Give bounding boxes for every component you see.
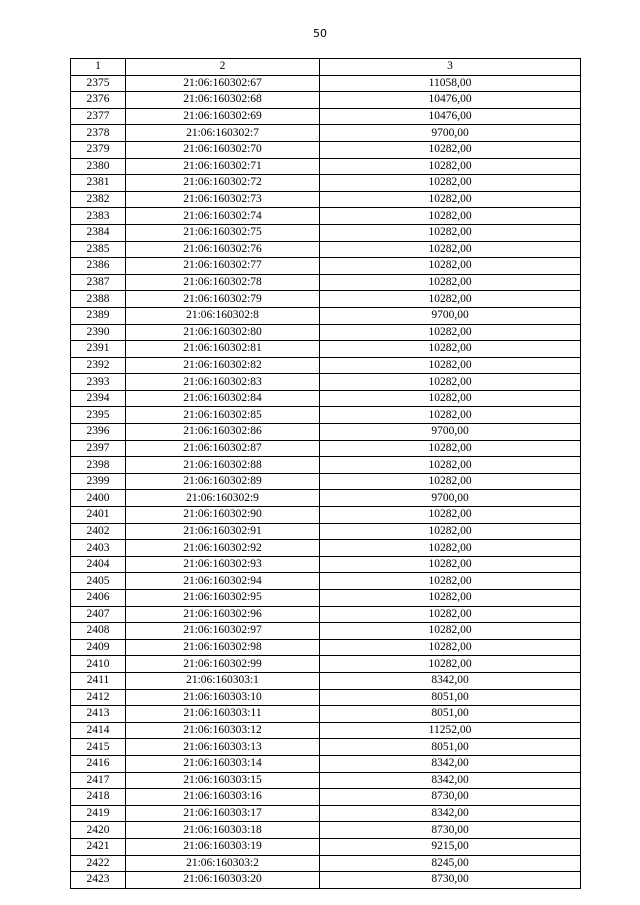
table-row [71,822,581,839]
table-row [71,706,581,723]
cadastral-number-cell: 21:06:160302:85 [126,407,320,424]
row-number-cell: 2413 [71,706,126,723]
header-cell-2: 2 [126,59,320,76]
page-number: 50 [313,27,327,40]
row-number-cell: 2410 [71,656,126,673]
header-cell-1: 1 [71,59,126,76]
cadastral-number-cell: 21:06:160302:72 [126,175,320,192]
row-number-cell: 2375 [71,75,126,92]
cadastral-number-cell: 21:06:160302:74 [126,208,320,225]
value-cell: 10282,00 [320,390,581,407]
cadastral-number-cell: 21:06:160303:2 [126,855,320,872]
value-cell: 8051,00 [320,706,581,723]
table-row [71,341,581,358]
row-number-cell: 2403 [71,540,126,557]
value-cell: 10476,00 [320,108,581,125]
table-row [71,573,581,590]
row-number-cell: 2377 [71,108,126,125]
cadastral-number-cell: 21:06:160302:78 [126,274,320,291]
cadastral-number-cell: 21:06:160302:92 [126,540,320,557]
cadastral-number-cell: 21:06:160302:99 [126,656,320,673]
cadastral-number-cell: 21:06:160302:82 [126,357,320,374]
cadastral-number-cell: 21:06:160303:14 [126,755,320,772]
table-row [71,523,581,540]
row-number-cell: 2382 [71,191,126,208]
value-cell: 10282,00 [320,374,581,391]
table-row [71,390,581,407]
cadastral-number-cell: 21:06:160302:90 [126,507,320,524]
data-table [70,58,581,889]
value-cell: 8051,00 [320,739,581,756]
table-row [71,241,581,258]
table-row [71,440,581,457]
value-cell: 11058,00 [320,75,581,92]
value-cell: 8342,00 [320,805,581,822]
value-cell: 10282,00 [320,258,581,275]
value-cell: 10282,00 [320,639,581,656]
table-row [71,175,581,192]
table-row [71,473,581,490]
value-cell: 8342,00 [320,755,581,772]
row-number-cell: 2392 [71,357,126,374]
row-number-cell: 2402 [71,523,126,540]
cadastral-number-cell: 21:06:160302:83 [126,374,320,391]
table-row [71,540,581,557]
row-number-cell: 2383 [71,208,126,225]
header-cell-3: 3 [320,59,581,76]
value-cell: 10282,00 [320,606,581,623]
value-cell: 8245,00 [320,855,581,872]
cadastral-number-cell: 21:06:160302:80 [126,324,320,341]
table-row [71,374,581,391]
value-cell: 10282,00 [320,291,581,308]
table-body [71,75,581,888]
cadastral-number-cell: 21:06:160302:8 [126,307,320,324]
cadastral-number-cell: 21:06:160302:75 [126,224,320,241]
value-cell: 10282,00 [320,224,581,241]
value-cell: 10282,00 [320,656,581,673]
row-number-cell: 2393 [71,374,126,391]
value-cell: 8342,00 [320,672,581,689]
row-number-cell: 2398 [71,457,126,474]
cadastral-number-cell: 21:06:160302:98 [126,639,320,656]
value-cell: 10282,00 [320,341,581,358]
row-number-cell: 2376 [71,92,126,109]
row-number-cell: 2409 [71,639,126,656]
cadastral-number-cell: 21:06:160302:95 [126,590,320,607]
value-cell: 10282,00 [320,590,581,607]
cadastral-number-cell: 21:06:160302:89 [126,473,320,490]
table-row [71,739,581,756]
table-row [71,224,581,241]
value-cell: 10282,00 [320,141,581,158]
row-number-cell: 2378 [71,125,126,142]
value-cell: 9700,00 [320,125,581,142]
table-row [71,92,581,109]
cadastral-number-cell: 21:06:160303:12 [126,722,320,739]
row-number-cell: 2395 [71,407,126,424]
value-cell: 8730,00 [320,822,581,839]
value-cell: 10282,00 [320,573,581,590]
row-number-cell: 2407 [71,606,126,623]
cadastral-number-cell: 21:06:160302:93 [126,556,320,573]
row-number-cell: 2400 [71,490,126,507]
row-number-cell: 2379 [71,141,126,158]
row-number-cell: 2401 [71,507,126,524]
cadastral-number-cell: 21:06:160302:88 [126,457,320,474]
table-row [71,457,581,474]
table-row [71,108,581,125]
table-row [71,606,581,623]
cadastral-number-cell: 21:06:160302:87 [126,440,320,457]
row-number-cell: 2394 [71,390,126,407]
table-row [71,125,581,142]
row-number-cell: 2406 [71,590,126,607]
cadastral-number-cell: 21:06:160303:13 [126,739,320,756]
value-cell: 10282,00 [320,623,581,640]
value-cell: 9700,00 [320,490,581,507]
value-cell: 10282,00 [320,324,581,341]
value-cell: 10476,00 [320,92,581,109]
value-cell: 10282,00 [320,208,581,225]
table-row [71,722,581,739]
cadastral-number-cell: 21:06:160302:79 [126,291,320,308]
row-number-cell: 2397 [71,440,126,457]
table-row [71,855,581,872]
row-number-cell: 2416 [71,755,126,772]
table-row [71,872,581,889]
cadastral-number-cell: 21:06:160302:7 [126,125,320,142]
row-number-cell: 2380 [71,158,126,175]
table-row [71,208,581,225]
row-number-cell: 2421 [71,838,126,855]
cadastral-number-cell: 21:06:160302:86 [126,424,320,441]
table-row [71,656,581,673]
row-number-cell: 2389 [71,307,126,324]
row-number-cell: 2412 [71,689,126,706]
cadastral-number-cell: 21:06:160303:17 [126,805,320,822]
row-number-cell: 2418 [71,789,126,806]
row-number-cell: 2408 [71,623,126,640]
row-number-cell: 2387 [71,274,126,291]
cadastral-number-cell: 21:06:160302:73 [126,191,320,208]
table-row [71,639,581,656]
value-cell: 11252,00 [320,722,581,739]
cadastral-number-cell: 21:06:160303:10 [126,689,320,706]
value-cell: 10282,00 [320,507,581,524]
row-number-cell: 2405 [71,573,126,590]
table-row [71,424,581,441]
row-number-cell: 2414 [71,722,126,739]
row-number-cell: 2422 [71,855,126,872]
value-cell: 9215,00 [320,838,581,855]
value-cell: 10282,00 [320,274,581,291]
table-row [71,141,581,158]
value-cell: 8730,00 [320,789,581,806]
table-row [71,274,581,291]
cadastral-number-cell: 21:06:160302:84 [126,390,320,407]
row-number-cell: 2399 [71,473,126,490]
cadastral-number-cell: 21:06:160303:18 [126,822,320,839]
table-header-row [71,59,581,76]
row-number-cell: 2417 [71,772,126,789]
cadastral-number-cell: 21:06:160302:67 [126,75,320,92]
cadastral-number-cell: 21:06:160302:96 [126,606,320,623]
row-number-cell: 2404 [71,556,126,573]
cadastral-number-cell: 21:06:160302:76 [126,241,320,258]
value-cell: 10282,00 [320,540,581,557]
table-row [71,307,581,324]
value-cell: 9700,00 [320,424,581,441]
cadastral-number-cell: 21:06:160303:16 [126,789,320,806]
cadastral-number-cell: 21:06:160303:20 [126,872,320,889]
row-number-cell: 2385 [71,241,126,258]
row-number-cell: 2411 [71,672,126,689]
table-row [71,258,581,275]
cadastral-number-cell: 21:06:160303:1 [126,672,320,689]
row-number-cell: 2381 [71,175,126,192]
row-number-cell: 2423 [71,872,126,889]
table-row [71,407,581,424]
value-cell: 10282,00 [320,175,581,192]
row-number-cell: 2390 [71,324,126,341]
value-cell: 10282,00 [320,523,581,540]
table-row [71,507,581,524]
value-cell: 10282,00 [320,241,581,258]
row-number-cell: 2386 [71,258,126,275]
row-number-cell: 2420 [71,822,126,839]
table-row [71,672,581,689]
table-row [71,689,581,706]
table-row [71,158,581,175]
value-cell: 8342,00 [320,772,581,789]
value-cell: 10282,00 [320,407,581,424]
cadastral-number-cell: 21:06:160302:97 [126,623,320,640]
table-row [71,357,581,374]
cadastral-number-cell: 21:06:160302:81 [126,341,320,358]
cadastral-number-cell: 21:06:160302:94 [126,573,320,590]
value-cell: 10282,00 [320,440,581,457]
value-cell: 10282,00 [320,556,581,573]
row-number-cell: 2388 [71,291,126,308]
table-row [71,75,581,92]
cadastral-number-cell: 21:06:160302:9 [126,490,320,507]
table-row [71,490,581,507]
row-number-cell: 2419 [71,805,126,822]
value-cell: 10282,00 [320,357,581,374]
row-number-cell: 2396 [71,424,126,441]
table-row [71,838,581,855]
table-row [71,772,581,789]
table-row [71,556,581,573]
cadastral-number-cell: 21:06:160303:19 [126,838,320,855]
cadastral-number-cell: 21:06:160302:91 [126,523,320,540]
value-cell: 10282,00 [320,158,581,175]
table-row [71,789,581,806]
cadastral-number-cell: 21:06:160302:68 [126,92,320,109]
cadastral-number-cell: 21:06:160303:11 [126,706,320,723]
table-row [71,623,581,640]
cadastral-number-cell: 21:06:160302:71 [126,158,320,175]
value-cell: 8730,00 [320,872,581,889]
value-cell: 10282,00 [320,191,581,208]
table-row [71,755,581,772]
row-number-cell: 2391 [71,341,126,358]
cadastral-number-cell: 21:06:160303:15 [126,772,320,789]
row-number-cell: 2415 [71,739,126,756]
table-row [71,291,581,308]
value-cell: 8051,00 [320,689,581,706]
cadastral-number-cell: 21:06:160302:70 [126,141,320,158]
cadastral-number-cell: 21:06:160302:69 [126,108,320,125]
row-number-cell: 2384 [71,224,126,241]
value-cell: 10282,00 [320,457,581,474]
table-row [71,191,581,208]
table-row [71,324,581,341]
value-cell: 9700,00 [320,307,581,324]
cadastral-number-cell: 21:06:160302:77 [126,258,320,275]
table-row [71,805,581,822]
table-row [71,590,581,607]
value-cell: 10282,00 [320,473,581,490]
